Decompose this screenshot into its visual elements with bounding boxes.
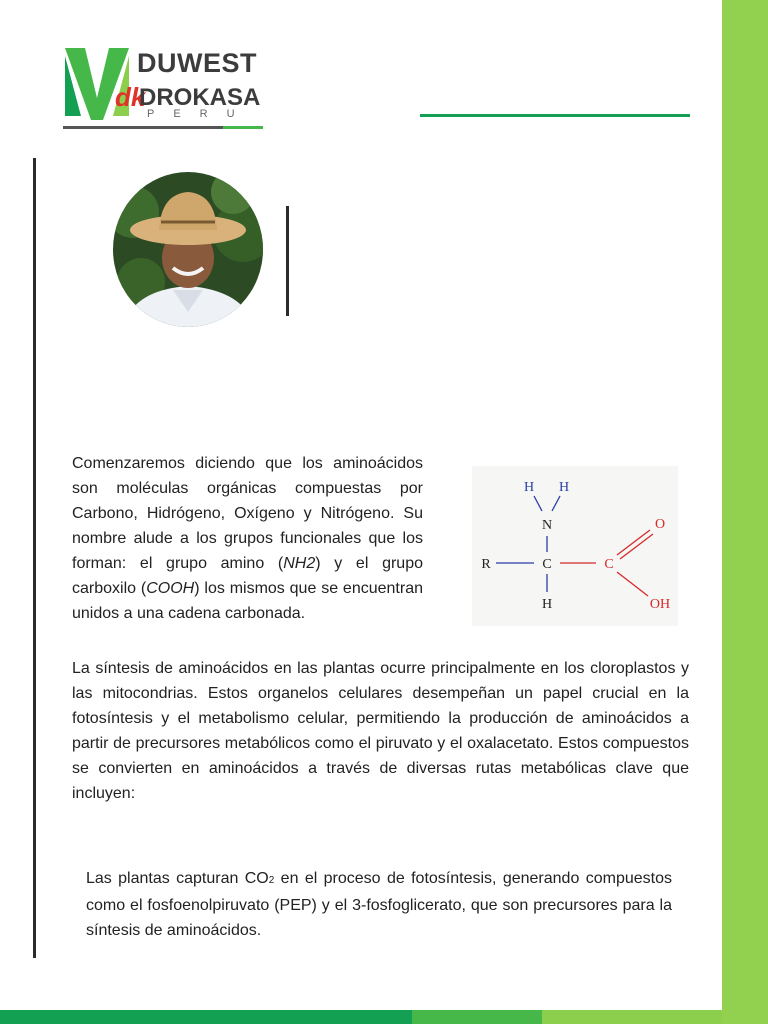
author-avatar	[113, 172, 263, 327]
bottom-bar-segment-dark	[0, 1010, 412, 1024]
bottom-accent-bar	[0, 1010, 722, 1024]
company-logo	[63, 46, 263, 132]
logo-country-text: PERU	[147, 108, 254, 120]
author-divider-rule	[286, 206, 289, 316]
intro-paragraph: Comenzaremos diciendo que los aminoácidos son moléculas orgánicas compuestas por Carbono, Hidrógeno, Oxígeno y Nitrógeno. Su nombre alude a los grupos funcionales que los forman: el grupo amino (NH2) y el grupo carboxilo (COOH) los mismos que se encuentran unidos a una cadena carbonada.	[72, 455, 423, 622]
cooh-formula: COOH	[146, 580, 195, 597]
photosynthesis-paragraph: Las plantas capturan CO2 en el proceso de fotosíntesis, generando compuestos como el fosfoenolpiruvato (PEP) y el 3-fosfoglicerato, que son precursores para la síntesis de aminoácidos.	[86, 870, 672, 939]
nh2-formula: NH2	[283, 555, 316, 572]
carboxyl-carbon-label: C	[604, 557, 614, 572]
right-accent-bar	[722, 0, 768, 1024]
logo-drokasa-text: DROKASA	[139, 84, 261, 111]
oxygen-label: O	[654, 517, 666, 532]
bottom-bar-segment-light	[542, 1010, 722, 1024]
logo-dk-text: dk	[115, 82, 146, 112]
hydrogen-left-label: H	[523, 480, 535, 495]
nitrogen-label: N	[541, 518, 553, 533]
bottom-bar-segment-mid	[412, 1010, 542, 1024]
amino-acid-structure-diagram	[472, 466, 678, 626]
co2-subscript: 2	[268, 875, 275, 886]
header-rule	[420, 114, 690, 117]
left-vertical-rule	[33, 158, 36, 958]
hydrogen-bottom-label: H	[541, 597, 553, 612]
synthesis-paragraph: La síntesis de aminoácidos en las plantas ocurre principalmente en los cloroplastos y las mitocondrias. Estos organelos celulares desempeñan un papel crucial en la fotosíntesis y el metabolismo celular, permitiendo la producción de aminoácidos a partir de precursores metabólicos como el piruvato y el oxalacetato. Estos compuestos se convierten en aminoácidos a través de diversas rutas metabólicas clave que incluyen:	[72, 660, 689, 802]
hydrogen-right-label: H	[558, 480, 570, 495]
alpha-carbon-label: C	[542, 557, 552, 572]
hydroxyl-label: OH	[649, 597, 671, 612]
logo-underline	[63, 126, 263, 129]
r-group-label: R	[481, 557, 491, 572]
logo-duwest-text: DUWEST	[137, 48, 257, 78]
